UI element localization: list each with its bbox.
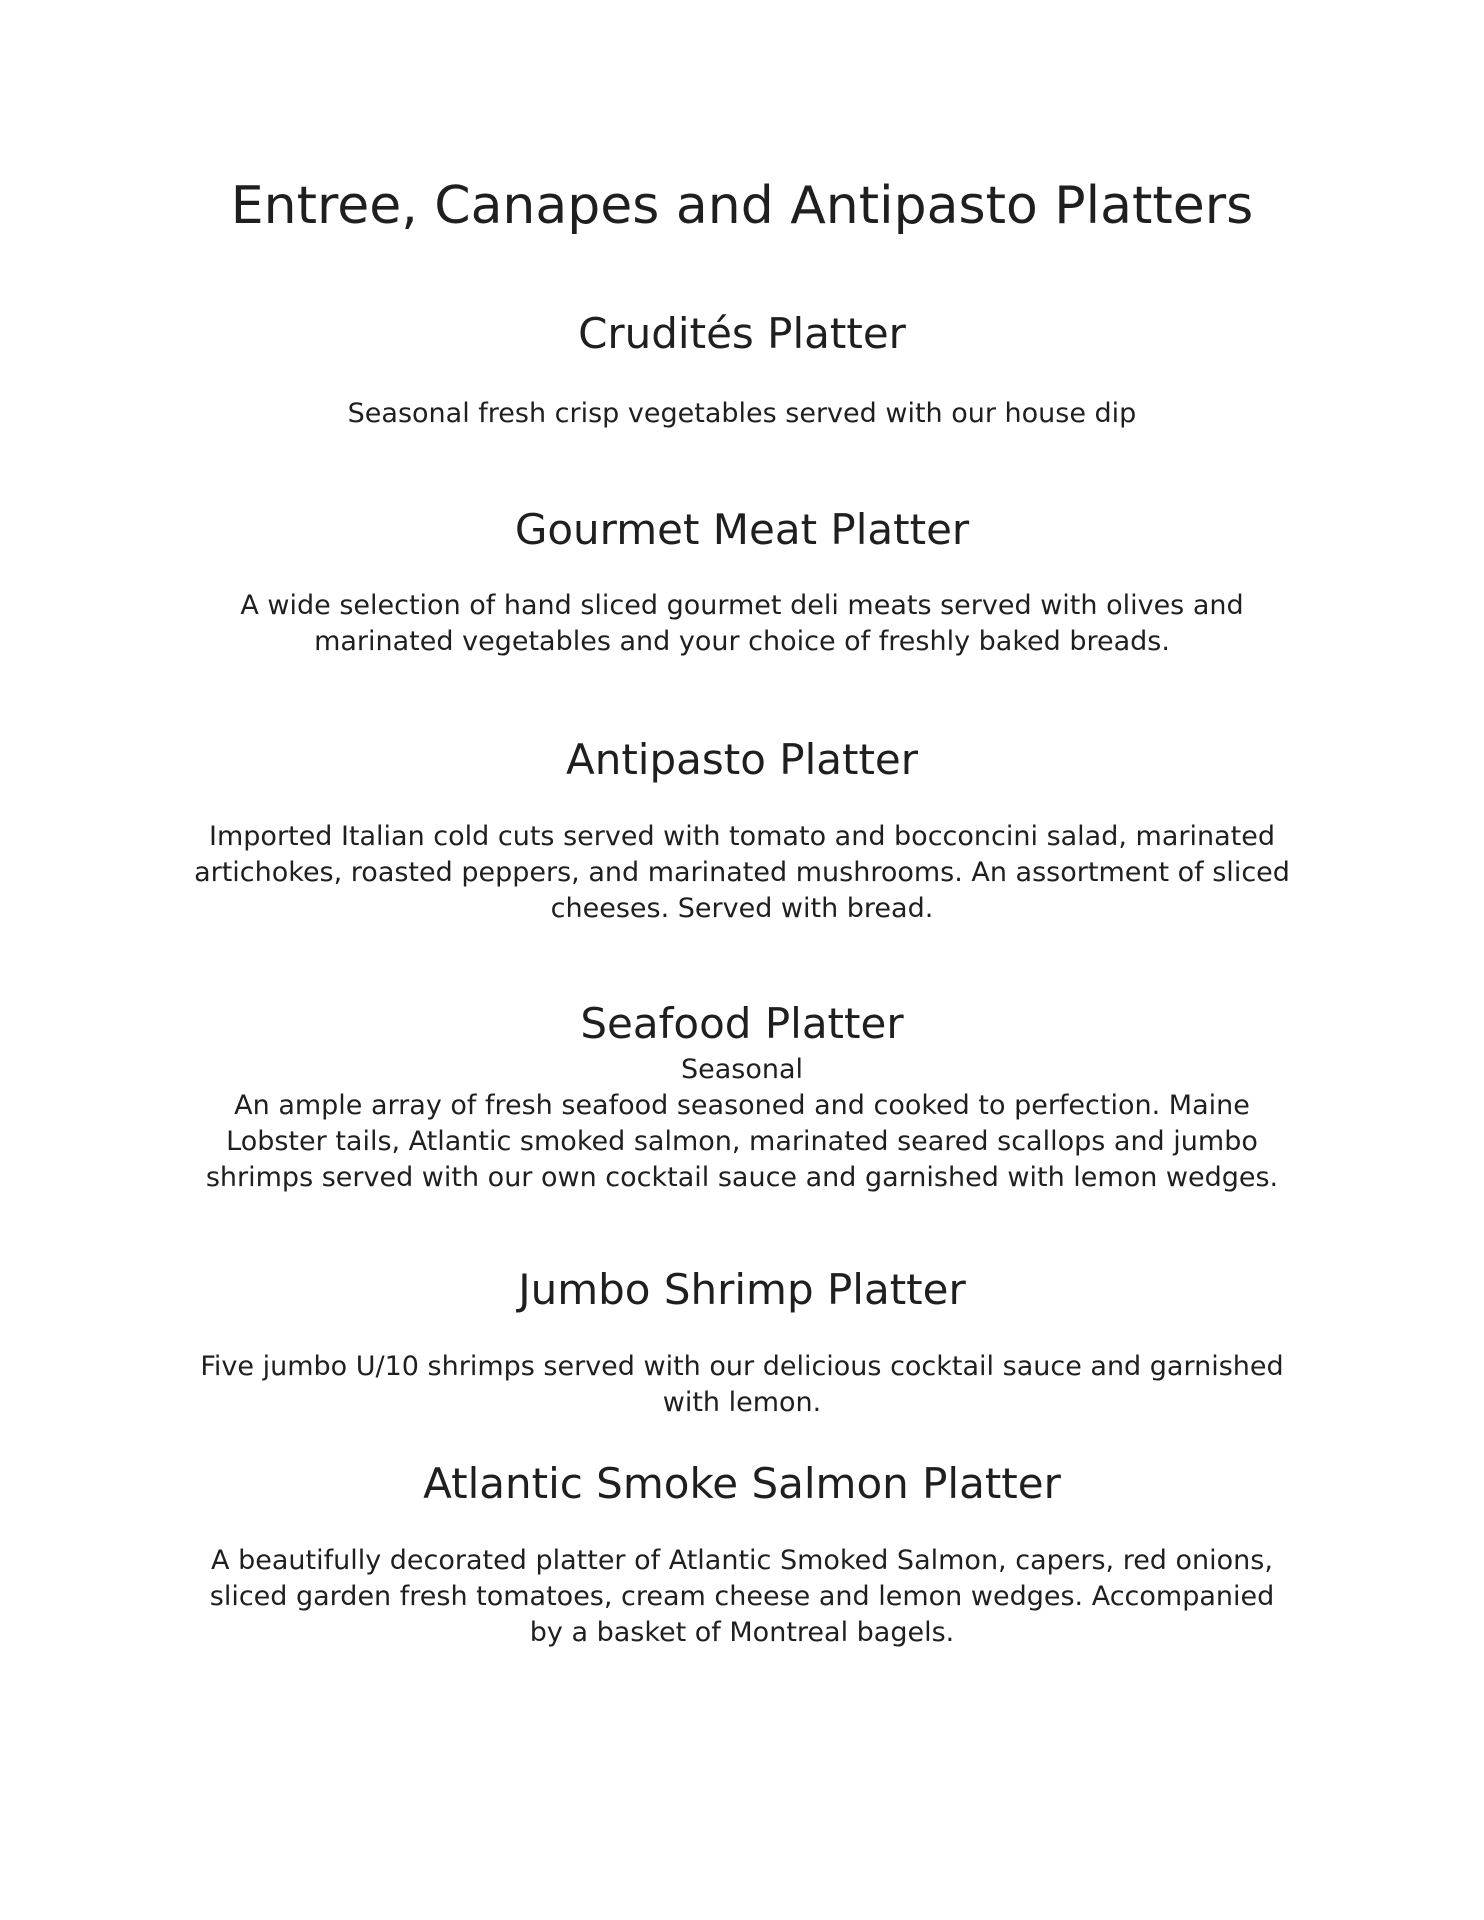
item-heading-antipasto: Antipasto Platter <box>565 735 919 784</box>
item-heading-smoked-salmon: Atlantic Smoke Salmon Platter <box>423 1459 1061 1508</box>
description-line: Five jumbo U/10 shrimps served with our delicious cocktail sauce and garnished <box>200 1351 1284 1382</box>
description-line: Lobster tails, Atlantic smoked salmon, marinated seared scallops and jumbo <box>226 1126 1258 1157</box>
item-description-smoked-salmon <box>142 1543 1342 1651</box>
item-description-gourmet-meat <box>142 588 1342 660</box>
item-heading-crudites: Crudités Platter <box>578 309 906 358</box>
item-heading-seafood: Seafood Platter <box>580 999 904 1048</box>
description-line: shrimps served with our own cocktail sauce and garnished with lemon wedges. <box>205 1162 1279 1193</box>
description-line: An ample array of fresh seafood seasoned and cooked to perfection. Maine <box>234 1090 1250 1121</box>
description-line: Imported Italian cold cuts served with tomato and bocconcini salad, marinated <box>209 821 1275 852</box>
description-line: marinated vegetables and your choice of freshly baked breads. <box>314 626 1170 657</box>
item-description-seafood <box>142 1052 1342 1196</box>
description-line: artichokes, roasted peppers, and marinated mushrooms. An assortment of sliced <box>194 857 1290 888</box>
item-heading-jumbo-shrimp: Jumbo Shrimp Platter <box>518 1265 966 1314</box>
description-line: cheeses. Served with bread. <box>550 893 934 924</box>
description-line: Seasonal fresh crisp vegetables served with our house dip <box>347 398 1137 429</box>
description-line: sliced garden fresh tomatoes, cream cheese and lemon wedges. Accompanied <box>209 1581 1275 1612</box>
item-description-crudites <box>142 396 1342 432</box>
item-subtitle-seasonal: Seasonal <box>680 1054 804 1085</box>
page-title: Entree, Canapes and Antipasto Platters <box>230 176 1254 236</box>
description-line: by a basket of Montreal bagels. <box>529 1617 955 1648</box>
item-description-antipasto <box>142 819 1342 927</box>
description-line: with lemon. <box>662 1387 822 1418</box>
item-heading-gourmet-meat: Gourmet Meat Platter <box>514 505 970 554</box>
item-description-jumbo-shrimp <box>142 1349 1342 1421</box>
description-line: A wide selection of hand sliced gourmet deli meats served with olives and <box>240 590 1244 621</box>
description-line: A beautifully decorated platter of Atlantic Smoked Salmon, capers, red onions, <box>211 1545 1273 1576</box>
